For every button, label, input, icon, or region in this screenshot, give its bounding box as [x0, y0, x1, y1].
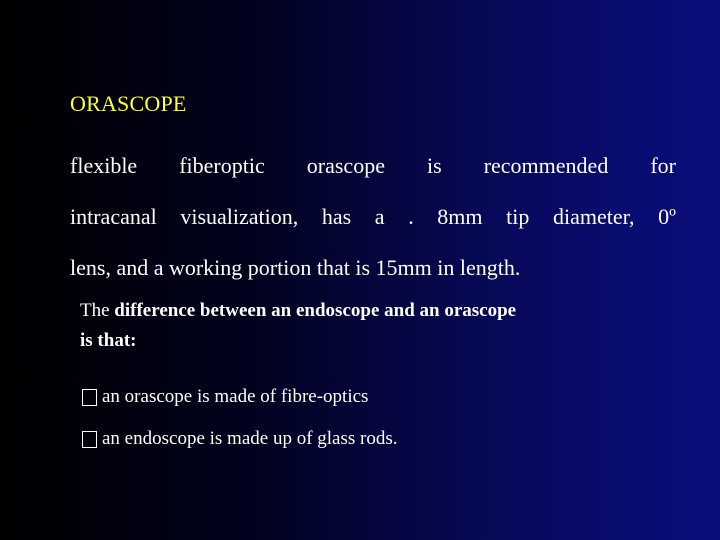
paragraph-line: lens, and a working portion that is 15mm in length.: [70, 255, 521, 280]
box-bullet-icon: [82, 431, 97, 448]
note-lead: The: [80, 300, 115, 321]
bullet-text: an orascope is made of fibre-optics: [102, 386, 369, 407]
note-bold-text: difference between an endoscope and an orascope: [114, 300, 517, 321]
note-line-1: [80, 296, 660, 326]
bullet-item: [82, 382, 398, 412]
bullet-text: an endoscope is made up of glass rods.: [102, 428, 398, 449]
bullet-list: [82, 382, 398, 466]
box-bullet-icon: [82, 389, 97, 406]
bullet-item: [82, 424, 398, 454]
note-line-2: is that:: [80, 330, 137, 351]
paragraph-line: intracanal visualization, has a . 8mm tip diameter, 0º: [70, 204, 676, 229]
slide-title: ORASCOPE: [70, 91, 187, 116]
paragraph-line: flexible fiberoptic orascope is recommended for: [70, 153, 676, 178]
difference-note: [80, 296, 660, 356]
description-paragraph: [70, 140, 676, 293]
